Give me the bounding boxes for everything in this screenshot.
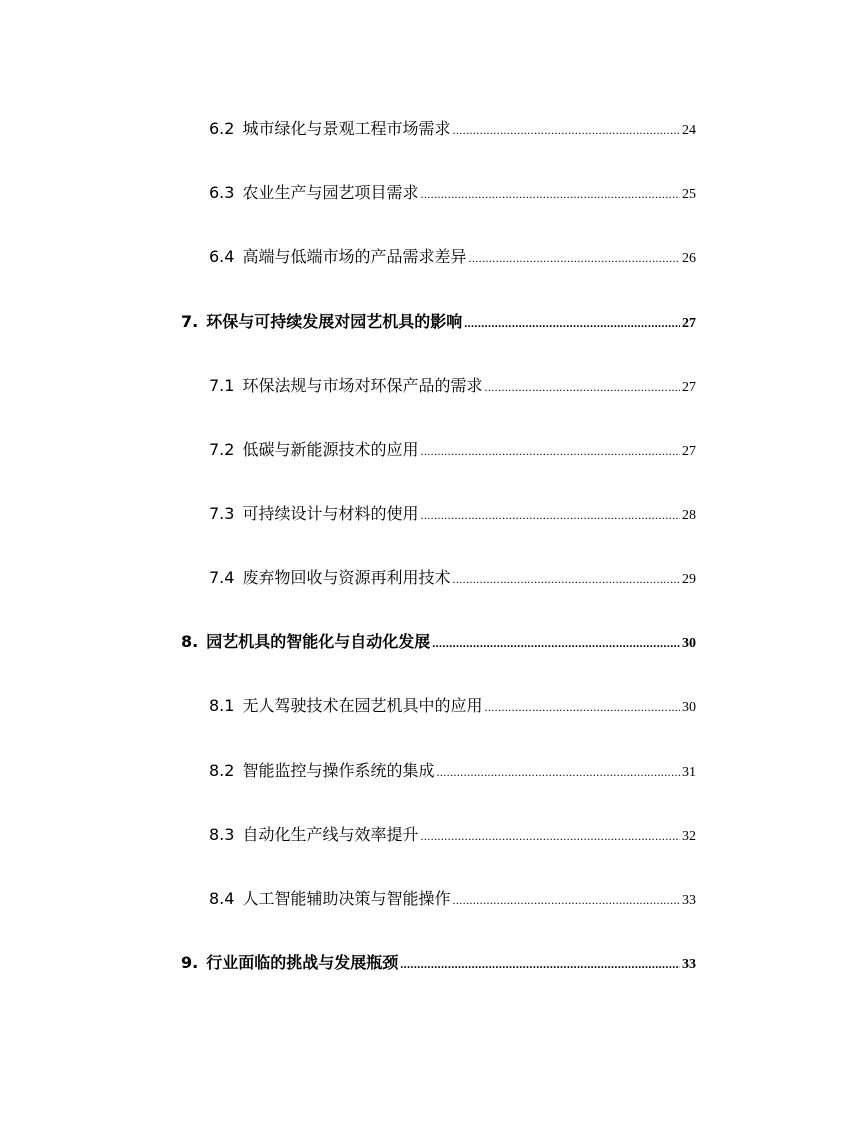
toc-entry-number: 9. xyxy=(181,953,199,972)
toc-entry-8-2[interactable] xyxy=(209,759,696,783)
toc-entry-number: 7.4 xyxy=(209,568,235,587)
toc-entry-number: 6.3 xyxy=(209,183,235,202)
toc-entry-page: 33 xyxy=(682,893,696,908)
toc-entry-page: 29 xyxy=(682,572,696,587)
toc-entry-number: 8. xyxy=(181,632,199,651)
toc-entry-7-2[interactable] xyxy=(209,438,696,462)
toc-entry-page: 24 xyxy=(682,123,696,138)
toc-dot-leader xyxy=(400,952,680,976)
toc-entry-page: 28 xyxy=(682,508,696,523)
toc-entry-7[interactable] xyxy=(181,310,696,334)
toc-entry-7-4[interactable] xyxy=(209,566,696,590)
toc-entry-6-2[interactable] xyxy=(209,117,696,141)
toc-entry-9[interactable] xyxy=(181,951,696,975)
toc-entry-title: 高端与低端市场的产品需求差异 xyxy=(242,247,467,266)
toc-entry-page: 27 xyxy=(682,444,696,459)
toc-dot-leader xyxy=(436,760,680,784)
toc-entry-number: 7.1 xyxy=(209,376,235,395)
toc-entry-title: 环保与可持续发展对园艺机具的影响 xyxy=(206,312,463,331)
toc-entry-8[interactable] xyxy=(181,630,696,654)
toc-entry-page: 33 xyxy=(682,957,696,972)
toc-entry-number: 8.1 xyxy=(209,696,235,715)
toc-dot-leader xyxy=(420,439,680,463)
toc-entry-title: 可持续设计与材料的使用 xyxy=(242,504,419,523)
toc-entry-number: 8.3 xyxy=(209,825,235,844)
toc-entry-title: 无人驾驶技术在园艺机具中的应用 xyxy=(242,696,483,715)
toc-entry-title: 园艺机具的智能化与自动化发展 xyxy=(206,632,431,651)
toc-entry-title: 低碳与新能源技术的应用 xyxy=(242,440,419,459)
toc-entry-page: 32 xyxy=(682,829,696,844)
toc-entry-8-4[interactable] xyxy=(209,887,696,911)
toc-entry-7-3[interactable] xyxy=(209,502,696,526)
toc-dot-leader xyxy=(484,375,680,399)
toc-entry-page: 26 xyxy=(682,251,696,266)
toc-dot-leader xyxy=(432,631,680,655)
toc-entry-number: 7.3 xyxy=(209,504,235,523)
toc-dot-leader xyxy=(484,695,680,719)
toc-entry-page: 25 xyxy=(682,187,696,202)
toc-entry-8-1[interactable] xyxy=(209,694,696,718)
toc-entry-title: 行业面临的挑战与发展瓶颈 xyxy=(206,953,399,972)
toc-entry-page: 31 xyxy=(682,765,696,780)
toc-entry-8-3[interactable] xyxy=(209,823,696,847)
toc-entry-page: 30 xyxy=(682,700,696,715)
toc-entry-7-1[interactable] xyxy=(209,374,696,398)
toc-entry-number: 8.4 xyxy=(209,889,235,908)
toc-entry-6-3[interactable] xyxy=(209,181,696,205)
toc-dot-leader xyxy=(452,888,680,912)
toc-entry-number: 7. xyxy=(181,312,199,331)
toc-entry-title: 废弃物回收与资源再利用技术 xyxy=(242,568,451,587)
toc-dot-leader xyxy=(452,567,680,591)
toc-entry-number: 7.2 xyxy=(209,440,235,459)
toc-entry-title: 农业生产与园艺项目需求 xyxy=(242,183,419,202)
toc-entry-6-4[interactable] xyxy=(209,245,696,269)
toc-dot-leader xyxy=(420,824,680,848)
toc-entry-number: 8.2 xyxy=(209,761,235,780)
toc-entry-title: 人工智能辅助决策与智能操作 xyxy=(242,889,451,908)
toc-entry-page: 27 xyxy=(682,316,696,331)
toc-entry-title: 城市绿化与景观工程市场需求 xyxy=(242,119,451,138)
toc-entry-title: 自动化生产线与效率提升 xyxy=(242,825,419,844)
toc-dot-leader xyxy=(452,118,680,142)
toc-entry-page: 27 xyxy=(682,380,696,395)
toc-dot-leader xyxy=(468,246,680,270)
toc-entry-title: 环保法规与市场对环保产品的需求 xyxy=(242,376,483,395)
toc-entry-page: 30 xyxy=(682,636,696,651)
toc-dot-leader xyxy=(464,311,680,335)
toc-entry-number: 6.4 xyxy=(209,247,235,266)
toc-dot-leader xyxy=(420,182,680,206)
toc-dot-leader xyxy=(420,503,680,527)
toc-entry-number: 6.2 xyxy=(209,119,235,138)
toc-entry-title: 智能监控与操作系统的集成 xyxy=(242,761,435,780)
